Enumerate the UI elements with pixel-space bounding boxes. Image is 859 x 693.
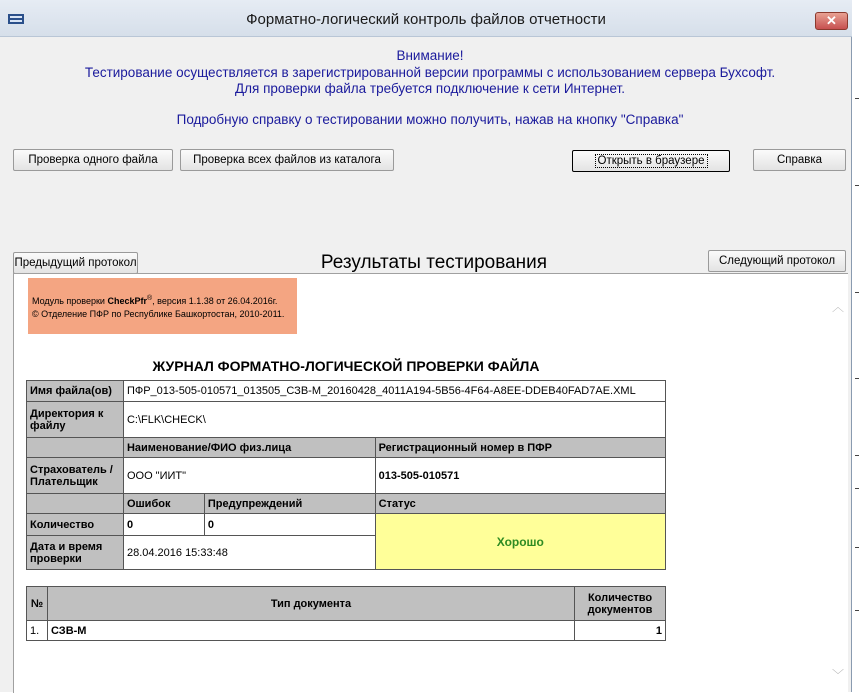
close-icon: ✕	[826, 13, 837, 28]
doc-no: 1.	[27, 621, 48, 641]
insurer-label: Страхователь / Плательщик	[27, 458, 124, 494]
report-view[interactable]	[13, 273, 848, 693]
module-version: , версия 1.1.38 от 26.04.2016г.	[152, 295, 278, 306]
notice-line: Для проверки файла требуется подключение к сети Интернет.	[235, 81, 625, 96]
next-protocol-button[interactable]: Следующий протокол	[708, 250, 846, 272]
journal-title: ЖУРНАЛ ФОРМАТНО-ЛОГИЧЕСКОЙ ПРОВЕРКИ ФАЙЛА	[152, 358, 540, 374]
scroll-down-arrow-icon[interactable]: ﹀	[832, 668, 845, 682]
results-title: Результаты тестирования	[320, 252, 548, 273]
doc-type: СЗВ-М	[48, 621, 575, 641]
background-window-mark	[855, 185, 859, 186]
check-summary-table	[26, 380, 666, 570]
errors-header: Ошибок	[123, 494, 204, 514]
doc-count-header: Количество документов	[575, 587, 666, 621]
dir-value: C:\FLK\CHECK\	[123, 402, 665, 438]
module-prefix: Модуль проверки	[32, 295, 108, 306]
datetime-value: 28.04.2016 15:33:48	[123, 536, 375, 570]
count-label: Количество	[27, 514, 124, 536]
check-all-files-button[interactable]: Проверка всех файлов из каталога	[180, 149, 394, 171]
background-window-mark	[855, 547, 859, 548]
doc-count: 1	[575, 621, 666, 641]
help-button[interactable]: Справка	[753, 149, 846, 171]
warnings-value: 0	[204, 514, 375, 536]
background-window-mark	[855, 610, 859, 611]
doc-type-header: Тип документа	[48, 587, 575, 621]
background-window-mark	[855, 488, 859, 489]
datetime-label: Дата и время проверки	[27, 536, 124, 570]
module-copyright: © Отделение ПФР по Республике Башкортостан, 2010-2011.	[32, 308, 285, 319]
registered-mark: ®	[146, 294, 153, 302]
title-bar	[0, 0, 852, 37]
previous-protocol-button[interactable]: Предыдущий протокол	[13, 252, 138, 274]
window-title: Форматно-логический контроль файлов отчетности	[246, 11, 606, 28]
background-window-mark	[855, 98, 859, 99]
notice-line: Тестирование осуществляется в зарегистрированной версии программы с использованием сервера Бухсофт.	[84, 65, 776, 80]
background-window-mark	[855, 292, 859, 293]
doc-no-header: №	[27, 587, 48, 621]
regnum-value: 013-505-010571	[375, 458, 665, 494]
file-label: Имя файла(ов)	[27, 381, 124, 402]
insurer-value: ООО "ИИТ"	[123, 458, 375, 494]
check-one-file-button[interactable]: Проверка одного файла	[13, 149, 173, 171]
errors-value: 0	[123, 514, 204, 536]
background-window-mark	[855, 378, 859, 379]
module-name: CheckPfr	[107, 295, 147, 306]
open-in-browser-button[interactable]	[572, 150, 730, 172]
name-header: Наименование/ФИО физ.лица	[123, 438, 375, 458]
file-value: ПФР_013-505-010571_013505_СЗВ-М_20160428_4011A194-5B56-4F64-A8EE-DDEB40FAD7AE.XML	[123, 381, 665, 402]
empty-header-cell	[27, 438, 124, 458]
open-in-browser-label: Открыть в браузере	[597, 155, 705, 167]
table-row	[27, 621, 666, 641]
status-value: Хорошо	[375, 514, 665, 570]
module-info-line	[32, 292, 293, 308]
background-window-strip	[852, 36, 859, 692]
regnum-header: Регистрационный номер в ПФР	[375, 438, 665, 458]
notice-heading: Внимание!	[396, 48, 464, 63]
close-button[interactable]	[815, 12, 848, 30]
status-header: Статус	[375, 494, 665, 514]
scroll-up-arrow-icon[interactable]: ︿	[832, 300, 845, 314]
dir-label: Директория к файлу	[27, 402, 124, 438]
warnings-header: Предупреждений	[204, 494, 375, 514]
module-info-badge	[28, 278, 297, 334]
background-window-mark	[855, 455, 859, 456]
notice-help-hint: Подробную справку о тестировании можно получить, нажав на кнопку "Справка"	[176, 112, 684, 127]
empty-header-cell	[27, 494, 124, 514]
documents-table	[26, 586, 666, 641]
